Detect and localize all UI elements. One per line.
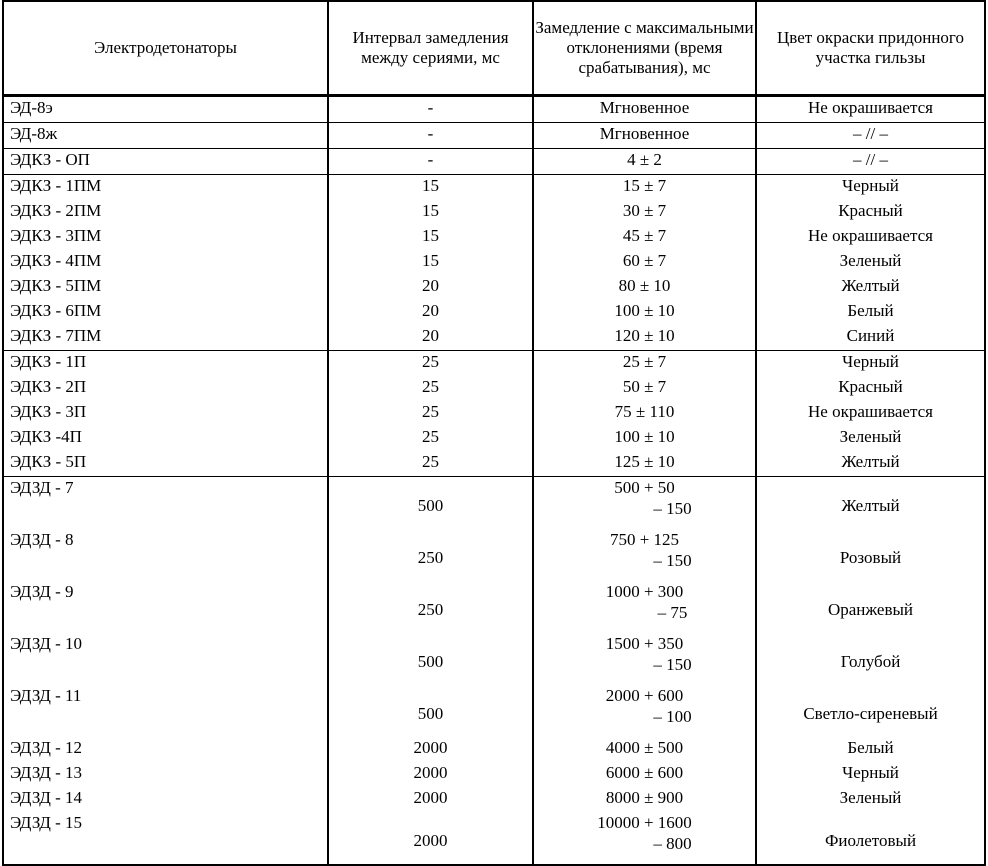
delay-value: 4000 ± 500 — [605, 738, 684, 757]
delay-value: 750 + 125 — [609, 530, 680, 549]
cell-delay — [533, 812, 756, 865]
delay-value: 80 ± 10 — [618, 276, 671, 295]
cell-detonator: ЭДКЗ - 5П — [3, 451, 328, 477]
cell-detonator: ЭДЗД - 12 — [3, 737, 328, 762]
delay-value: 120 ± 10 — [614, 326, 675, 345]
cell-color: Красный — [756, 376, 985, 401]
cell-delay — [533, 275, 756, 300]
cell-detonator: ЭДКЗ - 4ПМ — [3, 250, 328, 275]
cell-interval: 25 — [328, 451, 533, 477]
cell-delay — [533, 351, 756, 377]
table-row — [3, 351, 985, 377]
cell-detonator: ЭДКЗ -4П — [3, 426, 328, 451]
cell-interval: 15 — [328, 250, 533, 275]
cell-interval: 15 — [328, 175, 533, 201]
cell-interval: 20 — [328, 325, 533, 351]
cell-delay — [533, 401, 756, 426]
cell-detonator: ЭДКЗ - 7ПМ — [3, 325, 328, 351]
cell-interval: 500 — [328, 685, 533, 737]
delay-value: Мгновенное — [599, 124, 690, 143]
table-row — [3, 225, 985, 250]
cell-detonator: ЭДЗД - 8 — [3, 529, 328, 581]
delay-value: 4 ± 2 — [627, 150, 662, 169]
cell-color: Синий — [756, 325, 985, 351]
cell-interval: 15 — [328, 225, 533, 250]
cell-delay — [533, 225, 756, 250]
cell-delay — [533, 149, 756, 175]
table-row — [3, 149, 985, 175]
cell-interval: 25 — [328, 351, 533, 377]
delay-value: 500 + 50 — [614, 478, 675, 497]
cell-detonator: ЭДКЗ - 2ПМ — [3, 200, 328, 225]
cell-color: Желтый — [756, 275, 985, 300]
cell-color: Голубой — [756, 633, 985, 685]
table-row — [3, 376, 985, 401]
cell-detonator: ЭДЗД - 9 — [3, 581, 328, 633]
cell-detonator: ЭДКЗ - 3П — [3, 401, 328, 426]
cell-color: Оранжевый — [756, 581, 985, 633]
cell-interval: - — [328, 96, 533, 123]
table-row — [3, 250, 985, 275]
table-row — [3, 737, 985, 762]
delay-lower-deviation: – 150 — [653, 551, 692, 570]
delay-value: 100 ± 10 — [614, 427, 675, 446]
cell-interval: 25 — [328, 426, 533, 451]
delay-value: 50 ± 7 — [622, 377, 667, 396]
delay-lower-deviation: – 150 — [653, 655, 692, 674]
cell-delay — [533, 426, 756, 451]
cell-interval: 20 — [328, 300, 533, 325]
delay-value: 30 ± 7 — [622, 201, 667, 220]
cell-detonator: ЭДКЗ - 2П — [3, 376, 328, 401]
delay-value: 25 ± 7 — [622, 352, 667, 371]
cell-detonator: ЭД-8ж — [3, 123, 328, 149]
cell-delay — [533, 762, 756, 787]
cell-delay — [533, 325, 756, 351]
header-delay: Замедление с максимальными отклонениями (время срабатывания), мс — [533, 1, 756, 96]
cell-color: Фиолетовый — [756, 812, 985, 865]
table-row — [3, 175, 985, 201]
cell-detonator: ЭД-8э — [3, 96, 328, 123]
cell-color: Зеленый — [756, 250, 985, 275]
cell-detonator: ЭДЗД - 7 — [3, 477, 328, 530]
cell-color: Красный — [756, 200, 985, 225]
cell-detonator: ЭДЗД - 10 — [3, 633, 328, 685]
table-row — [3, 96, 985, 123]
table-row — [3, 200, 985, 225]
cell-delay — [533, 581, 756, 633]
table-row — [3, 325, 985, 351]
cell-interval: 2000 — [328, 737, 533, 762]
delay-value: 100 ± 10 — [614, 301, 675, 320]
delay-value: 60 ± 7 — [622, 251, 667, 270]
cell-interval: - — [328, 123, 533, 149]
cell-color: Зеленый — [756, 787, 985, 812]
cell-delay — [533, 123, 756, 149]
cell-detonator: ЭДКЗ - 1ПМ — [3, 175, 328, 201]
cell-color: Не окрашивается — [756, 96, 985, 123]
cell-detonator: ЭДЗД - 14 — [3, 787, 328, 812]
header-interval: Интервал замедления между сериями, мс — [328, 1, 533, 96]
table-row — [3, 275, 985, 300]
cell-delay — [533, 737, 756, 762]
cell-interval: 25 — [328, 401, 533, 426]
cell-interval: 250 — [328, 581, 533, 633]
cell-detonator: ЭДКЗ - 3ПМ — [3, 225, 328, 250]
detonator-table — [2, 0, 986, 866]
header-detonators: Электродетонаторы — [3, 1, 328, 96]
table-row — [3, 812, 985, 865]
cell-color: Светло-сиреневый — [756, 685, 985, 737]
delay-value: 10000 + 1600 — [597, 813, 692, 832]
cell-color: Белый — [756, 300, 985, 325]
table-row — [3, 123, 985, 149]
cell-detonator: ЭДЗД - 13 — [3, 762, 328, 787]
delay-value: 8000 ± 900 — [605, 788, 684, 807]
delay-lower-deviation: – 800 — [653, 834, 692, 853]
delay-lower-deviation: – 100 — [653, 707, 692, 726]
header-row — [3, 1, 985, 96]
cell-detonator: ЭДКЗ - 1П — [3, 351, 328, 377]
delay-lower-deviation: – 150 — [653, 499, 692, 518]
table-row — [3, 401, 985, 426]
delay-value: 1000 + 300 — [605, 582, 684, 601]
table-body — [3, 96, 985, 866]
cell-interval: 15 — [328, 200, 533, 225]
table-row — [3, 685, 985, 737]
cell-color: Желтый — [756, 477, 985, 530]
cell-color: Розовый — [756, 529, 985, 581]
cell-delay — [533, 96, 756, 123]
table-row — [3, 426, 985, 451]
cell-detonator: ЭДКЗ - ОП — [3, 149, 328, 175]
cell-interval: - — [328, 149, 533, 175]
cell-interval: 250 — [328, 529, 533, 581]
cell-delay — [533, 685, 756, 737]
cell-interval: 500 — [328, 477, 533, 530]
table-row — [3, 581, 985, 633]
cell-detonator: ЭДЗД - 11 — [3, 685, 328, 737]
cell-delay — [533, 300, 756, 325]
cell-interval: 2000 — [328, 762, 533, 787]
cell-interval: 2000 — [328, 812, 533, 865]
cell-delay — [533, 633, 756, 685]
delay-value: 45 ± 7 — [622, 226, 667, 245]
cell-detonator: ЭДКЗ - 5ПМ — [3, 275, 328, 300]
table-row — [3, 529, 985, 581]
cell-color: Не окрашивается — [756, 225, 985, 250]
cell-delay — [533, 451, 756, 477]
cell-interval: 25 — [328, 376, 533, 401]
delay-value: 15 ± 7 — [622, 176, 667, 195]
delay-value: 125 ± 10 — [614, 452, 675, 471]
cell-delay — [533, 250, 756, 275]
cell-color: – // – — [756, 123, 985, 149]
delay-value: 2000 + 600 — [605, 686, 684, 705]
cell-interval: 20 — [328, 275, 533, 300]
table-row — [3, 787, 985, 812]
cell-color: – // – — [756, 149, 985, 175]
delay-lower-deviation: – 75 — [657, 603, 688, 622]
cell-color: Зеленый — [756, 426, 985, 451]
table-row — [3, 451, 985, 477]
header-color: Цвет окраски придонного участка гильзы — [756, 1, 985, 96]
cell-delay — [533, 200, 756, 225]
cell-color: Желтый — [756, 451, 985, 477]
delay-value: 6000 ± 600 — [605, 763, 684, 782]
cell-delay — [533, 175, 756, 201]
table-row — [3, 300, 985, 325]
cell-interval: 500 — [328, 633, 533, 685]
cell-interval: 2000 — [328, 787, 533, 812]
delay-value: Мгновенное — [599, 98, 690, 117]
cell-color: Черный — [756, 175, 985, 201]
cell-delay — [533, 787, 756, 812]
table-row — [3, 477, 985, 530]
cell-color: Черный — [756, 351, 985, 377]
cell-color: Не окрашивается — [756, 401, 985, 426]
table-row — [3, 762, 985, 787]
delay-value: 1500 + 350 — [605, 634, 684, 653]
delay-value: 75 ± 110 — [614, 402, 675, 421]
cell-color: Черный — [756, 762, 985, 787]
cell-delay — [533, 376, 756, 401]
cell-delay — [533, 529, 756, 581]
cell-color: Белый — [756, 737, 985, 762]
cell-detonator: ЭДЗД - 15 — [3, 812, 328, 865]
cell-detonator: ЭДКЗ - 6ПМ — [3, 300, 328, 325]
cell-delay — [533, 477, 756, 530]
table-row — [3, 633, 985, 685]
